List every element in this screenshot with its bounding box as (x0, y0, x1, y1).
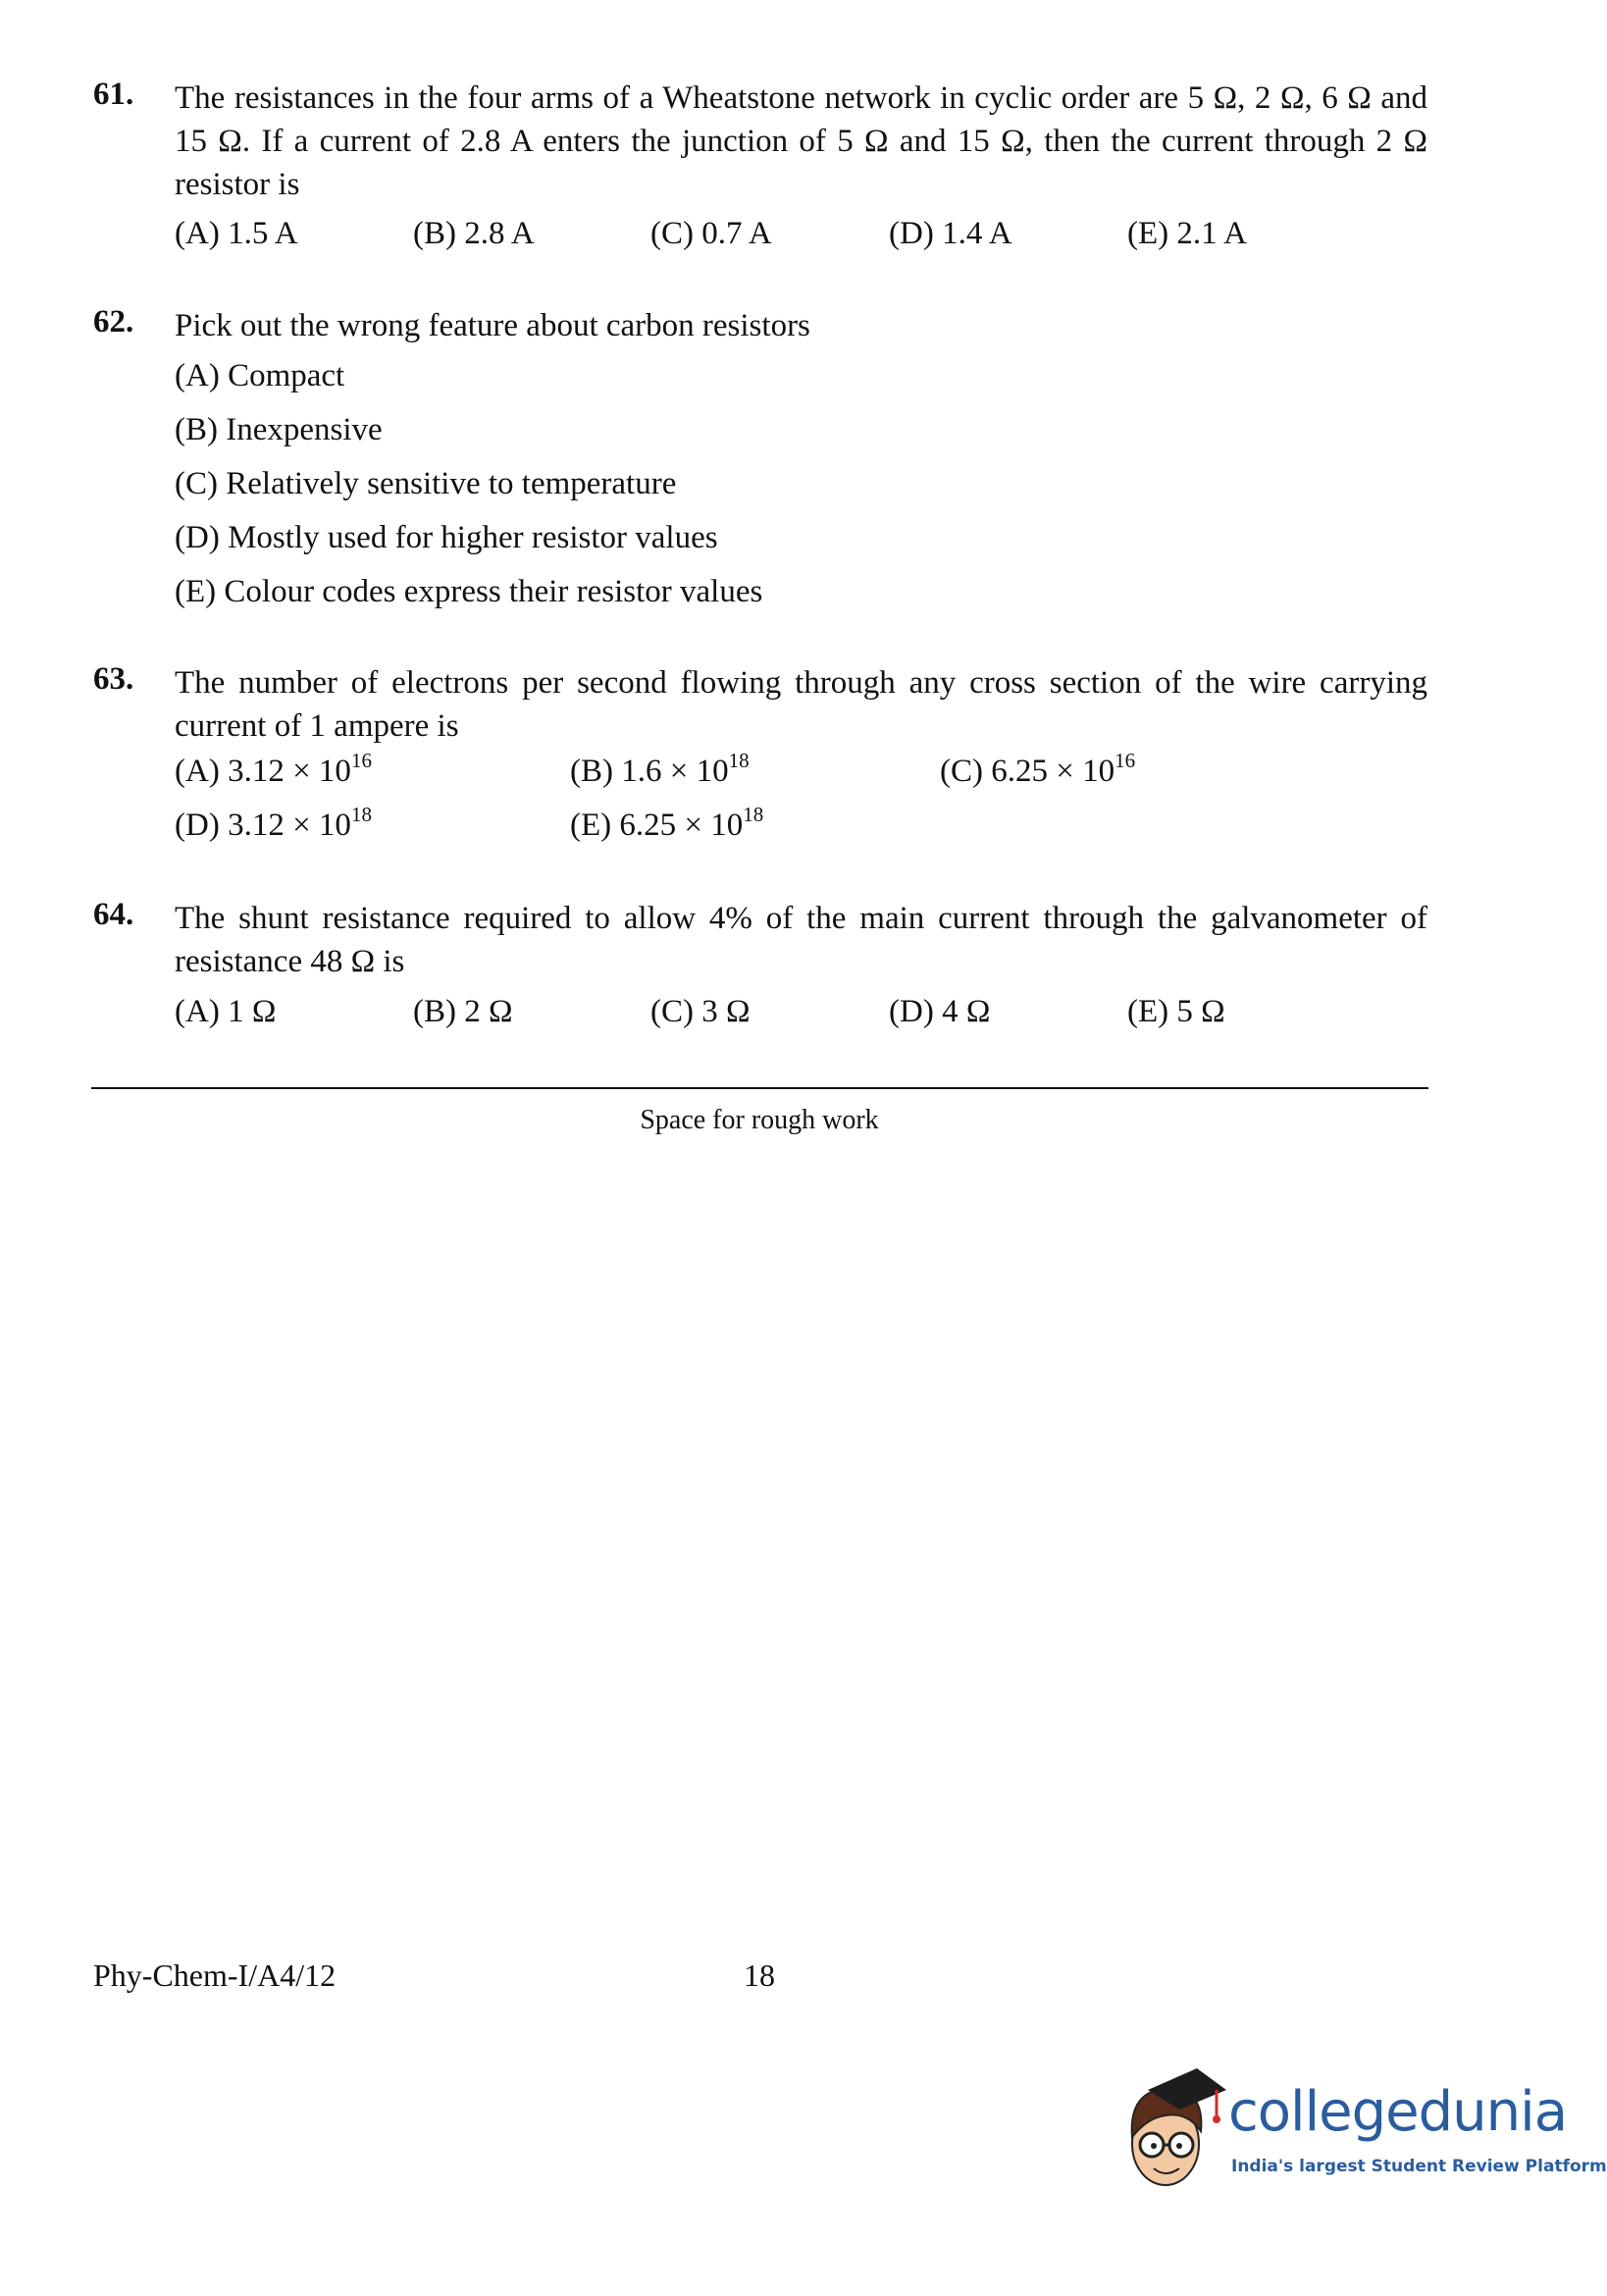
question-61 (93, 77, 1427, 251)
question-text: The resistances in the four arms of a Wheatstone network in cyclic order are 5 Ω, 2 Ω, 6 Ω and 15 Ω. If a current of 2.8 A enters the junction of 5 Ω and 15 Ω, then the current through 2 Ω resistor is (175, 80, 1427, 202)
option-b: (B) $1.6 \times 10^{18}$ (570, 749, 750, 789)
option-e: (E) 2.1 A (1127, 216, 1247, 251)
brand-tagline: India's largest Student Review Platform (1231, 2157, 1607, 2176)
collegedunia-watermark (1118, 2061, 1607, 2208)
question-number: 63. (93, 661, 134, 697)
option-d: (D) 1.4 A (889, 216, 1012, 251)
option-a: (A) 1 Ω (175, 994, 277, 1029)
question-text: The number of electrons per second flowing through any cross section of the wire carrying current of 1 ampere is (175, 665, 1427, 744)
question-63 (93, 661, 1427, 843)
page-number: 18 (744, 1957, 775, 1993)
option-c: (C) $6.25 \times 10^{16}$ (940, 749, 1136, 789)
option-c: (C) Relatively sensitive to temperature (175, 466, 677, 501)
option-b: (B) 2 Ω (413, 994, 513, 1029)
question-number: 61. (93, 77, 134, 112)
option-a: (A) 1.5 A (175, 216, 298, 251)
option-c: (C) 3 Ω (650, 994, 751, 1029)
option-b: (B) 2.8 A (413, 216, 535, 251)
option-d: (D) Mostly used for higher resistor values (175, 520, 718, 555)
question-text: Pick out the wrong feature about carbon resistors (175, 308, 810, 343)
question-62 (93, 304, 1427, 609)
option-e: (E) $6.25 \times 10^{18}$ (570, 803, 764, 843)
option-e: (E) 5 Ω (1127, 994, 1225, 1029)
option-a: (A) Compact (175, 358, 345, 393)
paper-code: Phy-Chem-I/A4/12 (93, 1957, 337, 1993)
option-d: (D) $3.12 \times 10^{18}$ (175, 803, 372, 843)
option-e: (E) Colour codes express their resistor values (175, 574, 763, 609)
option-b: (B) Inexpensive (175, 412, 383, 447)
question-number: 64. (93, 897, 134, 932)
rough-work-label: Space for rough work (640, 1105, 879, 1135)
option-d: (D) 4 Ω (889, 994, 991, 1029)
question-number: 62. (93, 304, 134, 339)
question-text: The shunt resistance required to allow 4% of the main current through the galvanometer of resistance 48 Ω is (175, 901, 1427, 979)
section-divider (91, 1087, 1428, 1089)
brand-name: collegedunia (1228, 2080, 1568, 2144)
option-c: (C) 0.7 A (650, 216, 772, 251)
question-64 (93, 897, 1427, 1029)
option-a: (A) $3.12 \times 10^{16}$ (175, 749, 372, 789)
mascot-icon (1118, 2061, 1231, 2208)
